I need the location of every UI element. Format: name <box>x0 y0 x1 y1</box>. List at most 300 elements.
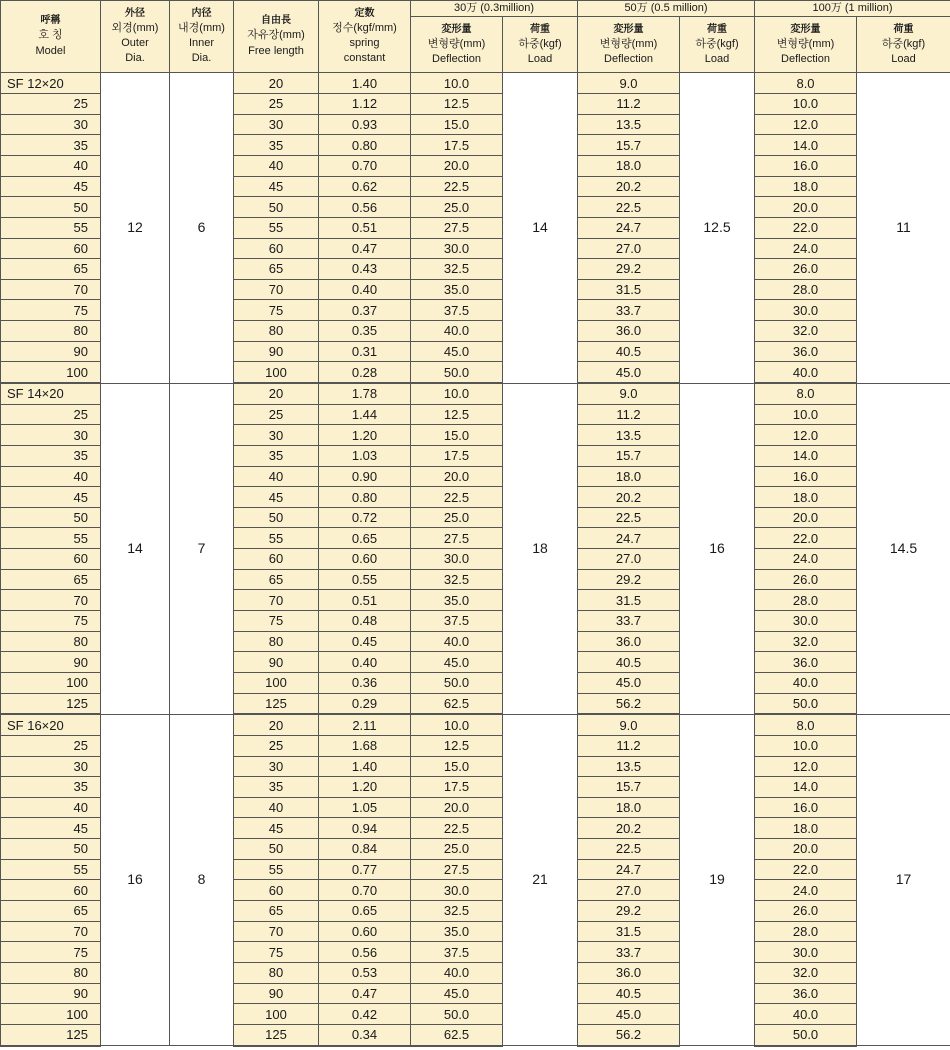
spring-constant-cell: 0.31 <box>319 341 411 362</box>
deflection-1-cell: 32.0 <box>755 321 857 342</box>
header-inner-dia <box>170 1 234 73</box>
deflection-03-cell: 15.0 <box>411 114 503 135</box>
deflection-1-cell: 14.0 <box>755 445 857 466</box>
deflection-05-cell: 9.0 <box>578 714 680 735</box>
header-deflection-ko1: 変形量 <box>441 23 472 35</box>
header-deflection-ko2: 변형량(mm) <box>599 37 658 50</box>
deflection-03-cell: 50.0 <box>411 1004 503 1025</box>
load-03-cell: 14 <box>503 73 578 383</box>
model-length-cell: 90 <box>1 983 101 1004</box>
model-name-cell: SF 16×20 <box>1 714 101 735</box>
deflection-05-cell: 22.5 <box>578 839 680 860</box>
deflection-1-cell: 40.0 <box>755 362 857 383</box>
deflection-05-cell: 9.0 <box>578 73 680 94</box>
deflection-1-cell: 32.0 <box>755 631 857 652</box>
deflection-03-cell: 32.5 <box>411 569 503 590</box>
deflection-03-cell: 20.0 <box>411 466 503 487</box>
model-length-cell: 75 <box>1 611 101 632</box>
deflection-03-cell: 37.5 <box>411 300 503 321</box>
spring-constant-cell: 0.65 <box>319 528 411 549</box>
deflection-05-cell: 11.2 <box>578 94 680 115</box>
free-length-cell: 60 <box>234 549 319 570</box>
model-length-cell: 70 <box>1 590 101 611</box>
table-row <box>1 73 950 94</box>
deflection-05-cell: 31.5 <box>578 921 680 942</box>
model-length-cell: 30 <box>1 425 101 446</box>
model-length-cell: 45 <box>1 176 101 197</box>
free-length-cell: 50 <box>234 197 319 218</box>
deflection-1-cell: 12.0 <box>755 756 857 777</box>
spring-constant-cell: 1.03 <box>319 445 411 466</box>
deflection-05-cell: 15.7 <box>578 135 680 156</box>
deflection-05-cell: 22.5 <box>578 197 680 218</box>
header-group-03: 30万 (0.3million) <box>411 1 578 17</box>
model-length-cell: 45 <box>1 487 101 508</box>
deflection-03-cell: 17.5 <box>411 777 503 798</box>
load-05-cell: 19 <box>680 714 755 1045</box>
deflection-03-cell: 17.5 <box>411 135 503 156</box>
model-length-cell: 30 <box>1 756 101 777</box>
model-length-cell: 55 <box>1 528 101 549</box>
free-length-cell: 50 <box>234 507 319 528</box>
free-length-cell: 20 <box>234 714 319 735</box>
deflection-03-cell: 27.5 <box>411 217 503 238</box>
deflection-1-cell: 50.0 <box>755 1024 857 1045</box>
load-05-cell: 12.5 <box>680 73 755 383</box>
spring-constant-cell: 0.94 <box>319 818 411 839</box>
spring-constant-cell: 0.77 <box>319 859 411 880</box>
outer-dia-cell: 16 <box>101 714 170 1045</box>
header-deflection-ko2: 변형량(mm) <box>776 37 835 50</box>
inner-dia-cell: 8 <box>170 714 234 1045</box>
deflection-1-cell: 20.0 <box>755 839 857 860</box>
free-length-cell: 55 <box>234 528 319 549</box>
header-inner-en2: Dia. <box>191 52 212 65</box>
header-load-ko1: 荷重 <box>707 23 727 35</box>
deflection-03-cell: 35.0 <box>411 279 503 300</box>
model-length-cell: 50 <box>1 507 101 528</box>
inner-dia-cell: 7 <box>170 383 234 714</box>
header-group-1: 100万 (1 million) <box>755 1 950 17</box>
deflection-05-cell: 24.7 <box>578 528 680 549</box>
free-length-cell: 20 <box>234 383 319 404</box>
header-load-1 <box>857 17 950 73</box>
spring-constant-cell: 0.60 <box>319 921 411 942</box>
deflection-05-cell: 31.5 <box>578 279 680 300</box>
spring-constant-cell: 0.45 <box>319 631 411 652</box>
header-deflection-ko2: 변형량(mm) <box>427 37 486 50</box>
spring-constant-cell: 0.35 <box>319 321 411 342</box>
model-length-cell: 100 <box>1 362 101 383</box>
model-length-cell: 65 <box>1 569 101 590</box>
deflection-05-cell: 15.7 <box>578 777 680 798</box>
deflection-1-cell: 50.0 <box>755 693 857 714</box>
deflection-03-cell: 45.0 <box>411 983 503 1004</box>
deflection-05-cell: 29.2 <box>578 901 680 922</box>
spring-constant-cell: 2.11 <box>319 714 411 735</box>
spring-constant-cell: 1.78 <box>319 383 411 404</box>
header-deflection-en: Deflection <box>781 52 830 65</box>
deflection-03-cell: 62.5 <box>411 1024 503 1045</box>
header-inner-en1: Inner <box>188 37 215 49</box>
model-length-cell: 35 <box>1 445 101 466</box>
deflection-1-cell: 16.0 <box>755 466 857 487</box>
header-deflection-1 <box>755 17 857 73</box>
header-model-ko1: 呼稱 <box>40 15 61 27</box>
header-outer-ko1: 外径 <box>125 7 145 19</box>
deflection-1-cell: 36.0 <box>755 652 857 673</box>
free-length-cell: 25 <box>234 404 319 425</box>
spring-constant-cell: 1.68 <box>319 735 411 756</box>
deflection-1-cell: 28.0 <box>755 590 857 611</box>
spring-constant-cell: 0.47 <box>319 983 411 1004</box>
deflection-1-cell: 28.0 <box>755 921 857 942</box>
deflection-1-cell: 10.0 <box>755 94 857 115</box>
deflection-03-cell: 40.0 <box>411 321 503 342</box>
deflection-1-cell: 12.0 <box>755 114 857 135</box>
free-length-cell: 35 <box>234 777 319 798</box>
deflection-03-cell: 27.5 <box>411 859 503 880</box>
table-body <box>1 73 950 1046</box>
model-length-cell: 40 <box>1 466 101 487</box>
deflection-03-cell: 25.0 <box>411 507 503 528</box>
deflection-1-cell: 14.0 <box>755 777 857 798</box>
free-length-cell: 60 <box>234 238 319 259</box>
header-load-ko2: 하중(kgf) <box>518 37 562 50</box>
header-load-ko2: 하중(kgf) <box>695 37 739 50</box>
header-model-en: Model <box>35 44 66 57</box>
deflection-1-cell: 32.0 <box>755 962 857 983</box>
spring-constant-cell: 0.37 <box>319 300 411 321</box>
deflection-1-cell: 24.0 <box>755 880 857 901</box>
model-length-cell: 90 <box>1 341 101 362</box>
spring-constant-cell: 0.70 <box>319 155 411 176</box>
spring-constant-cell: 0.72 <box>319 507 411 528</box>
deflection-03-cell: 10.0 <box>411 714 503 735</box>
header-outer-dia <box>101 1 170 73</box>
load-05-cell: 16 <box>680 383 755 714</box>
spring-constant-cell: 0.56 <box>319 197 411 218</box>
deflection-05-cell: 40.5 <box>578 341 680 362</box>
deflection-05-cell: 33.7 <box>578 942 680 963</box>
free-length-cell: 35 <box>234 135 319 156</box>
free-length-cell: 55 <box>234 859 319 880</box>
deflection-05-cell: 29.2 <box>578 259 680 280</box>
model-length-cell: 125 <box>1 693 101 714</box>
free-length-cell: 75 <box>234 942 319 963</box>
deflection-03-cell: 22.5 <box>411 176 503 197</box>
spring-constant-cell: 1.44 <box>319 404 411 425</box>
model-length-cell: 60 <box>1 238 101 259</box>
free-length-cell: 90 <box>234 341 319 362</box>
model-length-cell: 75 <box>1 942 101 963</box>
spring-constant-cell: 0.28 <box>319 362 411 383</box>
model-length-cell: 25 <box>1 404 101 425</box>
spring-constant-cell: 0.93 <box>319 114 411 135</box>
deflection-05-cell: 33.7 <box>578 611 680 632</box>
deflection-03-cell: 15.0 <box>411 756 503 777</box>
deflection-1-cell: 8.0 <box>755 73 857 94</box>
spring-constant-cell: 0.70 <box>319 880 411 901</box>
deflection-05-cell: 40.5 <box>578 652 680 673</box>
model-length-cell: 35 <box>1 135 101 156</box>
free-length-cell: 70 <box>234 279 319 300</box>
model-length-cell: 25 <box>1 735 101 756</box>
header-spring-ko1: 定数 <box>354 7 375 19</box>
free-length-cell: 30 <box>234 114 319 135</box>
deflection-03-cell: 22.5 <box>411 487 503 508</box>
free-length-cell: 25 <box>234 735 319 756</box>
deflection-03-cell: 37.5 <box>411 942 503 963</box>
spring-constant-cell: 1.20 <box>319 425 411 446</box>
deflection-03-cell: 30.0 <box>411 549 503 570</box>
spring-constant-cell: 0.29 <box>319 693 411 714</box>
model-length-cell: 30 <box>1 114 101 135</box>
header-inner-ko1: 内径 <box>191 7 212 19</box>
free-length-cell: 125 <box>234 693 319 714</box>
free-length-cell: 55 <box>234 217 319 238</box>
deflection-05-cell: 33.7 <box>578 300 680 321</box>
free-length-cell: 100 <box>234 1004 319 1025</box>
deflection-1-cell: 12.0 <box>755 425 857 446</box>
header-load-05 <box>680 17 755 73</box>
deflection-03-cell: 25.0 <box>411 197 503 218</box>
load-1-cell: 17 <box>857 714 950 1045</box>
deflection-1-cell: 16.0 <box>755 797 857 818</box>
deflection-05-cell: 20.2 <box>578 176 680 197</box>
deflection-05-cell: 56.2 <box>578 1024 680 1045</box>
free-length-cell: 80 <box>234 631 319 652</box>
deflection-03-cell: 32.5 <box>411 259 503 280</box>
free-length-cell: 80 <box>234 962 319 983</box>
deflection-1-cell: 30.0 <box>755 300 857 321</box>
model-length-cell: 50 <box>1 839 101 860</box>
free-length-cell: 125 <box>234 1024 319 1045</box>
model-length-cell: 100 <box>1 672 101 693</box>
load-03-cell: 18 <box>503 383 578 714</box>
model-name-cell: SF 14×20 <box>1 383 101 404</box>
deflection-1-cell: 18.0 <box>755 818 857 839</box>
outer-dia-cell: 12 <box>101 73 170 383</box>
deflection-1-cell: 26.0 <box>755 569 857 590</box>
spring-constant-cell: 0.36 <box>319 672 411 693</box>
deflection-1-cell: 24.0 <box>755 549 857 570</box>
deflection-05-cell: 27.0 <box>578 549 680 570</box>
deflection-05-cell: 22.5 <box>578 507 680 528</box>
header-free-length <box>234 1 319 73</box>
model-length-cell: 75 <box>1 300 101 321</box>
deflection-1-cell: 28.0 <box>755 279 857 300</box>
outer-dia-cell: 14 <box>101 383 170 714</box>
deflection-03-cell: 25.0 <box>411 839 503 860</box>
free-length-cell: 70 <box>234 921 319 942</box>
deflection-03-cell: 50.0 <box>411 362 503 383</box>
spring-constant-cell: 0.56 <box>319 942 411 963</box>
spring-constant-cell: 0.53 <box>319 962 411 983</box>
free-length-cell: 100 <box>234 362 319 383</box>
spring-constant-cell: 0.40 <box>319 279 411 300</box>
deflection-03-cell: 35.0 <box>411 921 503 942</box>
spring-constant-cell: 0.65 <box>319 901 411 922</box>
free-length-cell: 30 <box>234 425 319 446</box>
deflection-1-cell: 10.0 <box>755 735 857 756</box>
header-deflection-en: Deflection <box>432 52 481 65</box>
header-outer-ko2: 외경(mm) <box>111 21 159 34</box>
model-length-cell: 55 <box>1 217 101 238</box>
model-length-cell: 25 <box>1 94 101 115</box>
model-length-cell: 100 <box>1 1004 101 1025</box>
deflection-1-cell: 14.0 <box>755 135 857 156</box>
header-deflection-05 <box>578 17 680 73</box>
header-spring-en2: constant <box>343 52 386 65</box>
spring-constant-cell: 1.05 <box>319 797 411 818</box>
free-length-cell: 40 <box>234 797 319 818</box>
spring-constant-cell: 0.84 <box>319 839 411 860</box>
model-length-cell: 60 <box>1 880 101 901</box>
deflection-03-cell: 22.5 <box>411 818 503 839</box>
deflection-03-cell: 12.5 <box>411 94 503 115</box>
deflection-1-cell: 8.0 <box>755 383 857 404</box>
deflection-03-cell: 45.0 <box>411 652 503 673</box>
deflection-05-cell: 29.2 <box>578 569 680 590</box>
load-1-cell: 14.5 <box>857 383 950 714</box>
free-length-cell: 45 <box>234 487 319 508</box>
deflection-03-cell: 62.5 <box>411 693 503 714</box>
spring-constant-cell: 1.12 <box>319 94 411 115</box>
deflection-1-cell: 16.0 <box>755 155 857 176</box>
model-length-cell: 50 <box>1 197 101 218</box>
model-length-cell: 80 <box>1 962 101 983</box>
deflection-1-cell: 18.0 <box>755 487 857 508</box>
model-length-cell: 35 <box>1 777 101 798</box>
header-deflection-03 <box>411 17 503 73</box>
spring-constant-cell: 0.80 <box>319 135 411 156</box>
spring-constant-cell: 0.48 <box>319 611 411 632</box>
free-length-cell: 45 <box>234 818 319 839</box>
spring-constant-cell: 0.34 <box>319 1024 411 1045</box>
deflection-1-cell: 20.0 <box>755 197 857 218</box>
free-length-cell: 25 <box>234 94 319 115</box>
deflection-1-cell: 40.0 <box>755 672 857 693</box>
header-inner-ko2: 내경(mm) <box>178 21 225 34</box>
deflection-05-cell: 15.7 <box>578 445 680 466</box>
header-deflection-en: Deflection <box>604 52 653 65</box>
deflection-1-cell: 30.0 <box>755 611 857 632</box>
deflection-05-cell: 13.5 <box>578 756 680 777</box>
deflection-03-cell: 10.0 <box>411 73 503 94</box>
deflection-03-cell: 10.0 <box>411 383 503 404</box>
header-load-ko1: 荷重 <box>893 23 914 35</box>
deflection-1-cell: 36.0 <box>755 983 857 1004</box>
header-free-en: Free length <box>248 44 304 57</box>
free-length-cell: 75 <box>234 611 319 632</box>
deflection-05-cell: 11.2 <box>578 735 680 756</box>
model-length-cell: 40 <box>1 155 101 176</box>
header-load-en: Load <box>704 52 730 65</box>
deflection-03-cell: 15.0 <box>411 425 503 446</box>
model-length-cell: 70 <box>1 279 101 300</box>
model-length-cell: 90 <box>1 652 101 673</box>
model-length-cell: 80 <box>1 631 101 652</box>
header-group-05: 50万 (0.5 million) <box>578 1 755 17</box>
deflection-03-cell: 40.0 <box>411 631 503 652</box>
deflection-03-cell: 17.5 <box>411 445 503 466</box>
free-length-cell: 60 <box>234 880 319 901</box>
free-length-cell: 45 <box>234 176 319 197</box>
deflection-03-cell: 20.0 <box>411 155 503 176</box>
model-length-cell: 80 <box>1 321 101 342</box>
free-length-cell: 90 <box>234 983 319 1004</box>
header-load-ko1: 荷重 <box>530 23 550 35</box>
header-spring-en1: spring <box>349 37 380 49</box>
deflection-05-cell: 27.0 <box>578 880 680 901</box>
header-spring-constant <box>319 1 411 73</box>
deflection-1-cell: 22.0 <box>755 217 857 238</box>
deflection-1-cell: 26.0 <box>755 259 857 280</box>
spring-constant-cell: 1.40 <box>319 73 411 94</box>
deflection-1-cell: 36.0 <box>755 341 857 362</box>
deflection-05-cell: 40.5 <box>578 983 680 1004</box>
model-length-cell: 125 <box>1 1024 101 1045</box>
spring-constant-cell: 0.51 <box>319 590 411 611</box>
free-length-cell: 20 <box>234 73 319 94</box>
deflection-1-cell: 40.0 <box>755 1004 857 1025</box>
free-length-cell: 70 <box>234 590 319 611</box>
deflection-05-cell: 13.5 <box>578 425 680 446</box>
spring-constant-cell: 0.55 <box>319 569 411 590</box>
header-outer-en1: Outer <box>121 37 149 49</box>
deflection-05-cell: 13.5 <box>578 114 680 135</box>
header-load-en: Load <box>891 52 916 65</box>
model-length-cell: 65 <box>1 901 101 922</box>
deflection-03-cell: 45.0 <box>411 341 503 362</box>
deflection-05-cell: 18.0 <box>578 797 680 818</box>
table-row <box>1 714 950 735</box>
model-length-cell: 65 <box>1 259 101 280</box>
deflection-05-cell: 9.0 <box>578 383 680 404</box>
model-length-cell: 45 <box>1 818 101 839</box>
deflection-03-cell: 27.5 <box>411 528 503 549</box>
model-length-cell: 55 <box>1 859 101 880</box>
free-length-cell: 80 <box>234 321 319 342</box>
free-length-cell: 40 <box>234 155 319 176</box>
model-length-cell: 70 <box>1 921 101 942</box>
free-length-cell: 65 <box>234 569 319 590</box>
spring-constant-cell: 0.42 <box>319 1004 411 1025</box>
free-length-cell: 35 <box>234 445 319 466</box>
inner-dia-cell: 6 <box>170 73 234 383</box>
header-spring-ko2: 정수(kgf/mm) <box>332 21 397 34</box>
deflection-05-cell: 18.0 <box>578 466 680 487</box>
header-model <box>1 1 101 73</box>
deflection-05-cell: 45.0 <box>578 1004 680 1025</box>
deflection-05-cell: 36.0 <box>578 962 680 983</box>
deflection-03-cell: 40.0 <box>411 962 503 983</box>
free-length-cell: 65 <box>234 901 319 922</box>
load-1-cell: 11 <box>857 73 950 383</box>
free-length-cell: 90 <box>234 652 319 673</box>
spring-constant-cell: 0.51 <box>319 217 411 238</box>
table-row <box>1 383 950 404</box>
deflection-1-cell: 24.0 <box>755 238 857 259</box>
free-length-cell: 30 <box>234 756 319 777</box>
deflection-1-cell: 10.0 <box>755 404 857 425</box>
deflection-03-cell: 37.5 <box>411 611 503 632</box>
model-length-cell: 60 <box>1 549 101 570</box>
header-outer-en2: Dia. <box>125 52 145 65</box>
spring-constant-cell: 0.80 <box>319 487 411 508</box>
deflection-05-cell: 45.0 <box>578 362 680 383</box>
